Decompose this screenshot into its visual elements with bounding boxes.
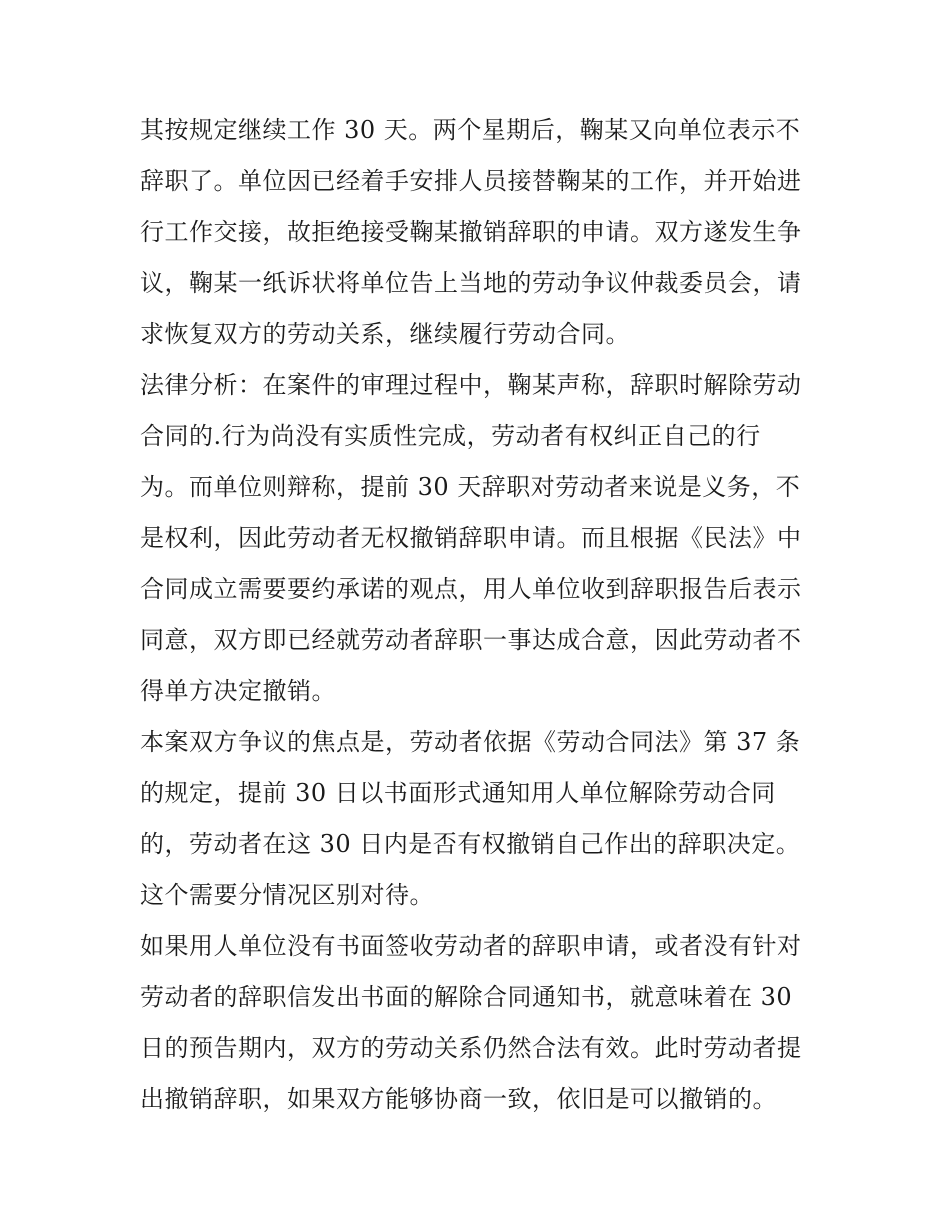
paragraph-line: 其按规定继续工作 30 天。两个星期后，鞠某又向单位表示不 — [140, 116, 801, 144]
paragraph-line: 的规定，提前 30 日以书面形式通知用人单位解除劳动合同 — [140, 779, 776, 807]
paragraph-line: 同意，双方即已经就劳动者辞职一事达成合意，因此劳动者不 — [140, 626, 802, 654]
paragraph-line: 合同的.行为尚没有实质性完成，劳动者有权纠正自己的行 — [140, 422, 761, 450]
paragraph-line: 本案双方争议的焦点是，劳动者依据《劳动合同法》第 37 条 — [140, 728, 801, 756]
paragraph-line: 如果用人单位没有书面签收劳动者的辞职申请，或者没有针对 — [140, 932, 802, 960]
paragraph-line: 行工作交接，故拒绝接受鞠某撤销辞职的申请。双方遂发生争 — [140, 218, 802, 246]
paragraph-line: 是权利，因此劳动者无权撤销辞职申请。而且根据《民法》中 — [140, 524, 802, 552]
paragraph-line: 法律分析：在案件的审理过程中，鞠某声称，辞职时解除劳动 — [140, 371, 802, 399]
paragraph-line: 议，鞠某一纸诉状将单位告上当地的劳动争议仲裁委员会，请 — [140, 269, 802, 297]
paragraph-line: 日的预告期内，双方的劳动关系仍然合法有效。此时劳动者提 — [140, 1034, 802, 1062]
paragraph-line: 这个需要分情况区别对待。 — [140, 881, 434, 909]
paragraph-line: 为。而单位则辩称，提前 30 天辞职对劳动者来说是义务，不 — [140, 473, 801, 501]
document-page — [140, 105, 812, 1125]
paragraph-line: 出撤销辞职，如果双方能够协商一致，依旧是可以撤销的。 — [140, 1085, 777, 1113]
paragraph-line: 得单方决定撤销。 — [140, 677, 336, 705]
paragraph-line: 合同成立需要要约承诺的观点，用人单位收到辞职报告后表示 — [140, 575, 802, 603]
paragraph-line: 的，劳动者在这 30 日内是否有权撤销自己作出的辞职决定。 — [140, 830, 801, 858]
paragraph-line: 辞职了。单位因已经着手安排人员接替鞠某的工作，并开始进 — [140, 167, 802, 195]
paragraph-line: 劳动者的辞职信发出书面的解除合同通知书，就意味着在 30 — [140, 983, 793, 1011]
paragraph-line: 求恢复双方的劳动关系，继续履行劳动合同。 — [140, 320, 630, 348]
